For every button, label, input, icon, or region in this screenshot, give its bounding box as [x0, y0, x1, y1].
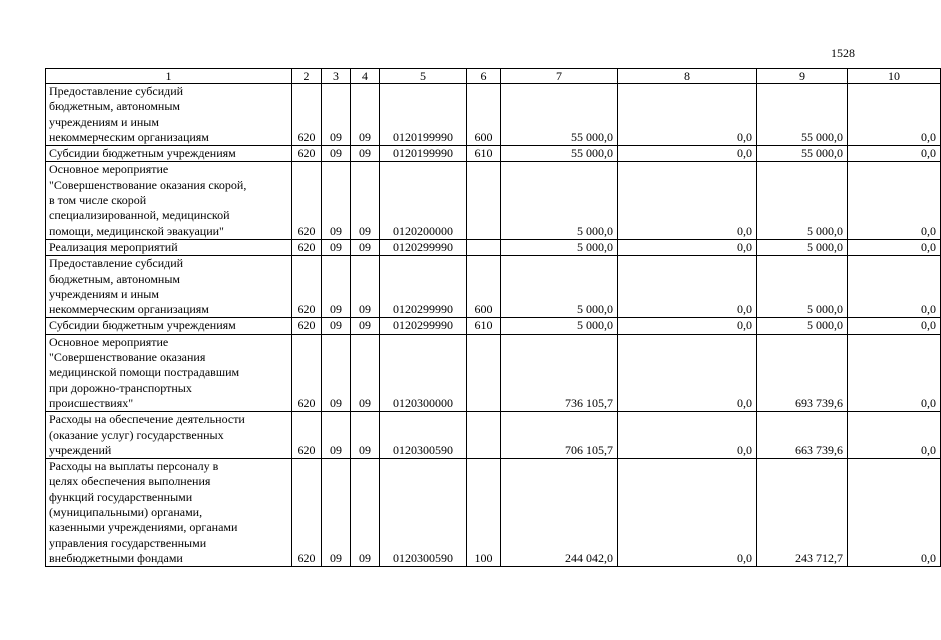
section-code: 09 [322, 318, 351, 334]
amount-col7: 5 000,0 [501, 318, 618, 334]
row-name: Реализация мероприятий [46, 239, 292, 255]
target-article-code: 0120300590 [380, 412, 467, 459]
amount-col10: 0,0 [848, 459, 941, 567]
ministry-code: 620 [292, 334, 322, 411]
ministry-code: 620 [292, 256, 322, 318]
row-name: Расходы на обеспечение деятельности (оказание услуг) государственных учреждений [46, 412, 292, 459]
amount-col10: 0,0 [848, 334, 941, 411]
header-row [46, 69, 941, 84]
amount-col7: 244 042,0 [501, 459, 618, 567]
expense-type-code [467, 412, 501, 459]
expense-type-code [467, 162, 501, 239]
table-row [46, 318, 941, 334]
expense-type-code: 100 [467, 459, 501, 567]
amount-col10: 0,0 [848, 239, 941, 255]
section-code: 09 [322, 334, 351, 411]
subsection-code: 09 [351, 84, 380, 146]
row-name: Расходы на выплаты персоналу в целях обеспечения выполнения функций государственными (муниципальными) органами, казенными учреждениями, органами управления государственными внебюджетными фондами [46, 459, 292, 567]
amount-col8: 0,0 [618, 256, 757, 318]
row-name: Субсидии бюджетным учреждениям [46, 146, 292, 162]
amount-col10: 0,0 [848, 256, 941, 318]
ministry-code: 620 [292, 84, 322, 146]
table-row [46, 412, 941, 459]
amount-col8: 0,0 [618, 334, 757, 411]
target-article-code: 0120299990 [380, 239, 467, 255]
amount-col9: 663 739,6 [757, 412, 848, 459]
amount-col8: 0,0 [618, 318, 757, 334]
section-code: 09 [322, 412, 351, 459]
table-row [46, 146, 941, 162]
section-code: 09 [322, 84, 351, 146]
section-code: 09 [322, 239, 351, 255]
ministry-code: 620 [292, 318, 322, 334]
amount-col8: 0,0 [618, 459, 757, 567]
amount-col9: 55 000,0 [757, 84, 848, 146]
table-row [46, 84, 941, 146]
page-number: 1528 [831, 46, 855, 60]
amount-col9: 5 000,0 [757, 239, 848, 255]
expense-type-code: 610 [467, 146, 501, 162]
amount-col10: 0,0 [848, 162, 941, 239]
expense-type-code [467, 334, 501, 411]
row-name: Субсидии бюджетным учреждениям [46, 318, 292, 334]
target-article-code: 0120300000 [380, 334, 467, 411]
target-article-code: 0120199990 [380, 84, 467, 146]
amount-col8: 0,0 [618, 84, 757, 146]
table-row [46, 162, 941, 239]
table-row [46, 239, 941, 255]
amount-col9: 243 712,7 [757, 459, 848, 567]
ministry-code: 620 [292, 459, 322, 567]
row-name: Основное мероприятие "Совершенствование оказания медицинской помощи пострадавшим при дорожно-транспортных происшествиях" [46, 334, 292, 411]
column-header: 9 [757, 69, 848, 84]
row-name: Предоставление субсидий бюджетным, автономным учреждениям и иным некоммерческим организациям [46, 84, 292, 146]
amount-col7: 5 000,0 [501, 239, 618, 255]
amount-col9: 693 739,6 [757, 334, 848, 411]
column-header: 2 [292, 69, 322, 84]
expense-type-code [467, 239, 501, 255]
row-name: Основное мероприятие "Совершенствование оказания скорой, в том числе скорой специализированной, медицинской помощи, медицинской эвакуации" [46, 162, 292, 239]
column-header: 6 [467, 69, 501, 84]
table-row [46, 459, 941, 567]
column-header: 8 [618, 69, 757, 84]
table-row [46, 334, 941, 411]
target-article-code: 0120299990 [380, 256, 467, 318]
amount-col8: 0,0 [618, 239, 757, 255]
subsection-code: 09 [351, 146, 380, 162]
column-header: 7 [501, 69, 618, 84]
row-name: Предоставление субсидий бюджетным, автономным учреждениям и иным некоммерческим организациям [46, 256, 292, 318]
amount-col8: 0,0 [618, 162, 757, 239]
expense-type-code: 600 [467, 84, 501, 146]
subsection-code: 09 [351, 412, 380, 459]
amount-col10: 0,0 [848, 412, 941, 459]
amount-col7: 55 000,0 [501, 146, 618, 162]
subsection-code: 09 [351, 256, 380, 318]
subsection-code: 09 [351, 318, 380, 334]
target-article-code: 0120199990 [380, 146, 467, 162]
ministry-code: 620 [292, 239, 322, 255]
amount-col7: 55 000,0 [501, 84, 618, 146]
column-header: 10 [848, 69, 941, 84]
amount-col9: 5 000,0 [757, 256, 848, 318]
budget-table [45, 68, 941, 567]
column-header: 4 [351, 69, 380, 84]
ministry-code: 620 [292, 412, 322, 459]
amount-col7: 5 000,0 [501, 162, 618, 239]
section-code: 09 [322, 256, 351, 318]
amount-col10: 0,0 [848, 84, 941, 146]
target-article-code: 0120299990 [380, 318, 467, 334]
subsection-code: 09 [351, 334, 380, 411]
expense-type-code: 600 [467, 256, 501, 318]
target-article-code: 0120300590 [380, 459, 467, 567]
subsection-code: 09 [351, 459, 380, 567]
amount-col8: 0,0 [618, 146, 757, 162]
column-header: 1 [46, 69, 292, 84]
amount-col10: 0,0 [848, 146, 941, 162]
ministry-code: 620 [292, 146, 322, 162]
section-code: 09 [322, 459, 351, 567]
section-code: 09 [322, 162, 351, 239]
section-code: 09 [322, 146, 351, 162]
amount-col8: 0,0 [618, 412, 757, 459]
ministry-code: 620 [292, 162, 322, 239]
subsection-code: 09 [351, 162, 380, 239]
amount-col10: 0,0 [848, 318, 941, 334]
column-header: 5 [380, 69, 467, 84]
amount-col7: 5 000,0 [501, 256, 618, 318]
amount-col7: 736 105,7 [501, 334, 618, 411]
expense-type-code: 610 [467, 318, 501, 334]
amount-col9: 55 000,0 [757, 146, 848, 162]
amount-col7: 706 105,7 [501, 412, 618, 459]
target-article-code: 0120200000 [380, 162, 467, 239]
table-row [46, 256, 941, 318]
subsection-code: 09 [351, 239, 380, 255]
amount-col9: 5 000,0 [757, 162, 848, 239]
column-header: 3 [322, 69, 351, 84]
amount-col9: 5 000,0 [757, 318, 848, 334]
